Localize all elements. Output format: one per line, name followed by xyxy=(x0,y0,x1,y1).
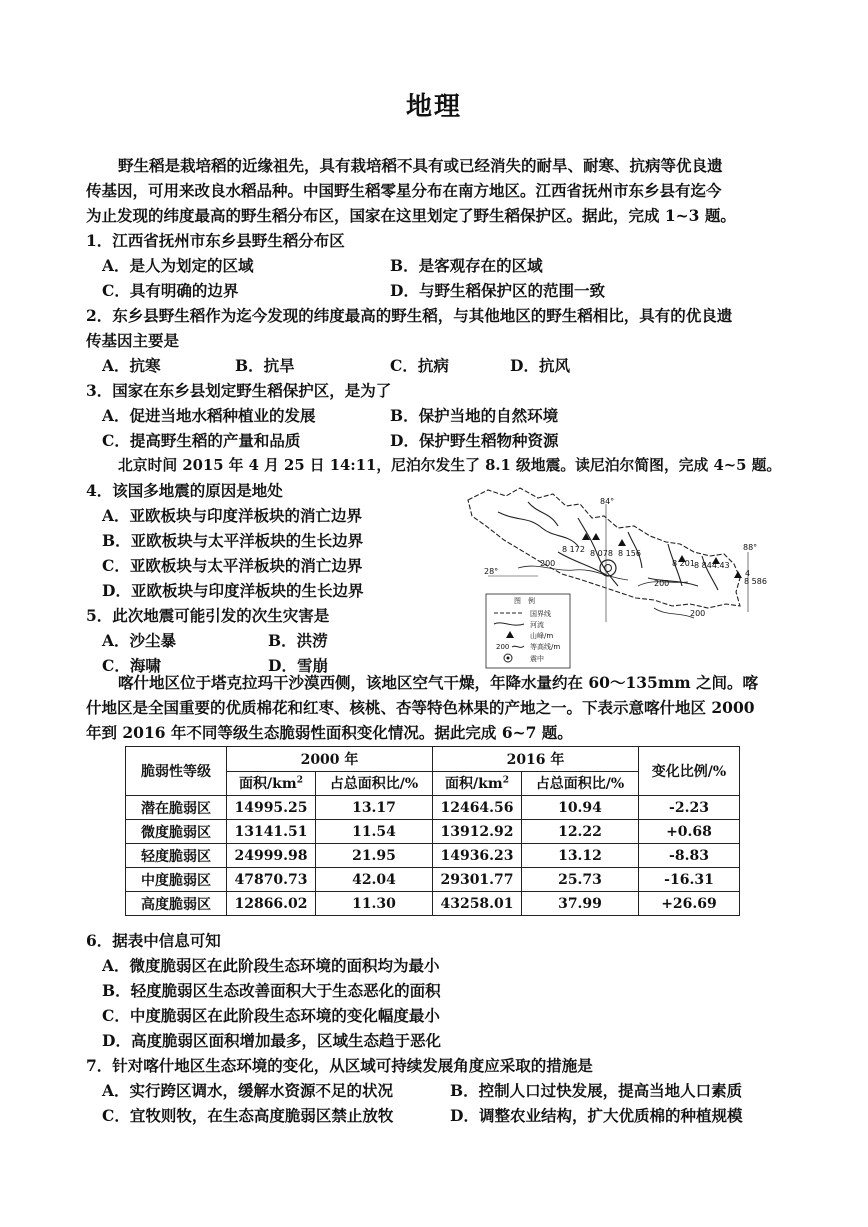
table-row xyxy=(126,868,740,892)
legend-contour-label: 等高线/m xyxy=(530,643,561,651)
q2-stem-line1: 2．东乡县野生稻作为迄今发现的纬度最高的野生稻，与其他地区的野生稻相比，具有的优良遗 xyxy=(86,306,733,325)
table-header-2016: 2016 年 xyxy=(433,747,639,772)
passage1-line3: 为止发现的纬度最高的野生稻分布区，国家在这里划定了野生稻保护区。据此，完成 1~3 题。 xyxy=(86,206,736,225)
passage1-line2: 传基因，可用来改良水稻品种。中国野生稻零星分布在南方地区。江西省抚州市东乡县有迄今 xyxy=(86,181,722,200)
q6-stem: 6．据表中信息可知 xyxy=(86,931,221,950)
map-peak-1: 8 172 xyxy=(562,545,585,554)
row-ratio-2016: 10.94 xyxy=(522,796,639,820)
q1-option-c[interactable]: C．具有明确的边界 xyxy=(102,281,239,300)
q2-option-c[interactable]: C．抗病 xyxy=(390,356,449,375)
row-area-2016: 29301.77 xyxy=(433,868,522,892)
legend-contour-number: 200 xyxy=(496,643,510,651)
q2-stem-line2: 传基因主要是 xyxy=(86,331,180,350)
table-row xyxy=(126,892,740,916)
row-ratio-2000: 42.04 xyxy=(316,868,433,892)
q7-option-d[interactable]: D．调整农业结构，扩大优质棉的种植规模 xyxy=(450,1106,743,1125)
q3-stem: 3．国家在东乡县划定野生稻保护区，是为了 xyxy=(86,381,392,400)
row-area-2000: 13141.51 xyxy=(227,820,316,844)
nepal-map xyxy=(458,482,768,670)
legend-river-label: 河流 xyxy=(530,621,544,629)
q1-option-d[interactable]: D．与野生稻保护区的范围一致 xyxy=(390,281,605,300)
q5-option-c[interactable]: C．海啸 xyxy=(102,656,161,675)
table-row xyxy=(126,820,740,844)
q5-option-d[interactable]: D．雪崩 xyxy=(268,656,328,675)
q7-option-c[interactable]: C．宜牧则牧，在生态高度脆弱区禁止放牧 xyxy=(102,1106,394,1125)
table-header-ratio-2000: 占总面积比/% xyxy=(316,771,433,796)
row-ratio-2000: 11.30 xyxy=(316,892,433,916)
q1-option-a[interactable]: A．是人为划定的区域 xyxy=(102,256,254,275)
row-area-2016: 13912.92 xyxy=(433,820,522,844)
table-row xyxy=(126,796,740,820)
map-peak-5: 8 844.43 xyxy=(694,561,730,570)
table-header-ratio-2016: 占总面积比/% xyxy=(522,771,639,796)
q6-option-b[interactable]: B．轻度脆弱区生态改善面积大于生态恶化的面积 xyxy=(102,981,441,1000)
row-level: 高度脆弱区 xyxy=(126,892,227,916)
q2-option-a[interactable]: A．抗寒 xyxy=(102,356,161,375)
row-ratio-2016: 37.99 xyxy=(522,892,639,916)
map-legend xyxy=(486,594,570,668)
q6-option-c[interactable]: C．中度脆弱区在此阶段生态环境的变化幅度最小 xyxy=(102,1006,440,1025)
row-ratio-2016: 13.12 xyxy=(522,844,639,868)
legend-title: 图 例 xyxy=(514,597,535,605)
row-area-2016: 43258.01 xyxy=(433,892,522,916)
q4-option-a[interactable]: A．亚欧板块与印度洋板块的消亡边界 xyxy=(102,506,363,525)
table-header-2000: 2000 年 xyxy=(227,747,433,772)
legend-peak-label: 山峰/m xyxy=(530,632,554,640)
q3-option-a[interactable]: A．促进当地水稻种植业的发展 xyxy=(102,406,316,425)
row-level: 潜在脆弱区 xyxy=(126,796,227,820)
row-change: +0.68 xyxy=(639,820,740,844)
map-contour-label-3: 200 xyxy=(690,609,706,618)
map-peak-2: 8 078 xyxy=(590,549,613,558)
q4-option-c[interactable]: C．亚欧板块与太平洋板块的消亡边界 xyxy=(102,556,363,575)
table-header-change: 变化比例/% xyxy=(639,747,740,796)
row-ratio-2000: 13.17 xyxy=(316,796,433,820)
row-ratio-2000: 21.95 xyxy=(316,844,433,868)
vulnerability-table xyxy=(125,746,740,916)
passage3-line2: 什地区是全国重要的优质棉花和红枣、核桃、杏等特色林果的产地之一。下表示意喀什地区 2000 xyxy=(86,698,755,717)
row-area-2016: 12464.56 xyxy=(433,796,522,820)
q7-option-b[interactable]: B．控制人口过快发展，提高当地人口素质 xyxy=(450,1081,743,1100)
row-level: 中度脆弱区 xyxy=(126,868,227,892)
q2-option-d[interactable]: D．抗风 xyxy=(510,356,570,375)
map-peak-4: 8 201 xyxy=(672,559,695,568)
q4-option-d[interactable]: D．亚欧板块与印度洋板块的生长边界 xyxy=(102,581,364,600)
table-header-level: 脆弱性等级 xyxy=(126,747,227,796)
map-peak-6: 8 586 xyxy=(744,577,767,586)
q4-option-b[interactable]: B．亚欧板块与太平洋板块的生长边界 xyxy=(102,531,364,550)
q5-option-a[interactable]: A．沙尘暴 xyxy=(102,631,177,650)
q7-option-a[interactable]: A．实行跨区调水，缓解水资源不足的状况 xyxy=(102,1081,394,1100)
map-lon-88: 88° xyxy=(743,543,758,552)
row-level: 微度脆弱区 xyxy=(126,820,227,844)
row-ratio-2016: 12.22 xyxy=(522,820,639,844)
q3-option-b[interactable]: B．保护当地的自然环境 xyxy=(390,406,559,425)
table-header-area-2016: 面积$/km^2$ xyxy=(433,771,522,796)
row-area-2000: 47870.73 xyxy=(227,868,316,892)
page-title: 地理 xyxy=(405,92,462,122)
row-area-2016: 14936.23 xyxy=(433,844,522,868)
q4-stem: 4．该国多地震的原因是地处 xyxy=(86,481,283,500)
map-contour-label-2: 200 xyxy=(654,579,670,588)
row-change: -2.23 xyxy=(639,796,740,820)
map-contour-label-1: 200 xyxy=(540,559,556,568)
row-change: -16.31 xyxy=(639,868,740,892)
q3-option-d[interactable]: D．保护野生稻物种资源 xyxy=(390,431,559,450)
passage3-line3: 年到 2016 年不同等级生态脆弱性面积变化情况。据此完成 6~7 题。 xyxy=(86,723,573,742)
map-lon-84: 84° xyxy=(600,497,615,506)
map-peak-3: 8 156 xyxy=(618,549,641,558)
row-level: 轻度脆弱区 xyxy=(126,844,227,868)
map-lat-28: 28° xyxy=(484,567,499,576)
row-ratio-2000: 11.54 xyxy=(316,820,433,844)
passage3-line1: 喀什地区位于塔克拉玛干沙漠西侧，该地区空气干燥，年降水量约在 60～135mm 之间。喀 xyxy=(118,673,759,692)
q7-stem: 7．针对喀什地区生态环境的变化，从区域可持续发展角度应采取的措施是 xyxy=(86,1056,593,1075)
row-area-2000: 14995.25 xyxy=(227,796,316,820)
table-row xyxy=(126,844,740,868)
row-change: -8.83 xyxy=(639,844,740,868)
row-area-2000: 12866.02 xyxy=(227,892,316,916)
q5-stem: 5．此次地震可能引发的次生灾害是 xyxy=(86,606,330,625)
row-ratio-2016: 25.73 xyxy=(522,868,639,892)
legend-epicenter-label: 震中 xyxy=(530,655,544,663)
map-contour-label-4: 4 xyxy=(745,569,751,578)
q1-option-b[interactable]: B．是客观存在的区域 xyxy=(390,256,543,275)
q5-option-b[interactable]: B．洪涝 xyxy=(268,631,328,650)
q3-option-c[interactable]: C．提高野生稻的产量和品质 xyxy=(102,431,301,450)
passage1-line1: 野生稻是栽培稻的近缘祖先，具有栽培稻不具有或已经消失的耐旱、耐寒、抗病等优良遗 xyxy=(118,156,723,175)
row-change: +26.69 xyxy=(639,892,740,916)
table-header-area-2000: 面积$/km^2$ xyxy=(227,771,316,796)
q2-option-b[interactable]: B．抗旱 xyxy=(235,356,295,375)
row-area-2000: 24999.98 xyxy=(227,844,316,868)
q6-option-d[interactable]: D．高度脆弱区面积增加最多，区域生态趋于恶化 xyxy=(102,1031,441,1050)
q6-option-a[interactable]: A．微度脆弱区在此阶段生态环境的面积均为最小 xyxy=(102,956,440,975)
q1-stem: 1．江西省抚州市东乡县野生稻分布区 xyxy=(86,231,345,250)
passage2: 北京时间 2015 年 4 月 25 日 14:11，尼泊尔发生了 8.1 级地震。读尼泊尔简图，完成 4~5 题。 xyxy=(118,457,782,474)
legend-border-label: 国界线 xyxy=(530,610,551,618)
